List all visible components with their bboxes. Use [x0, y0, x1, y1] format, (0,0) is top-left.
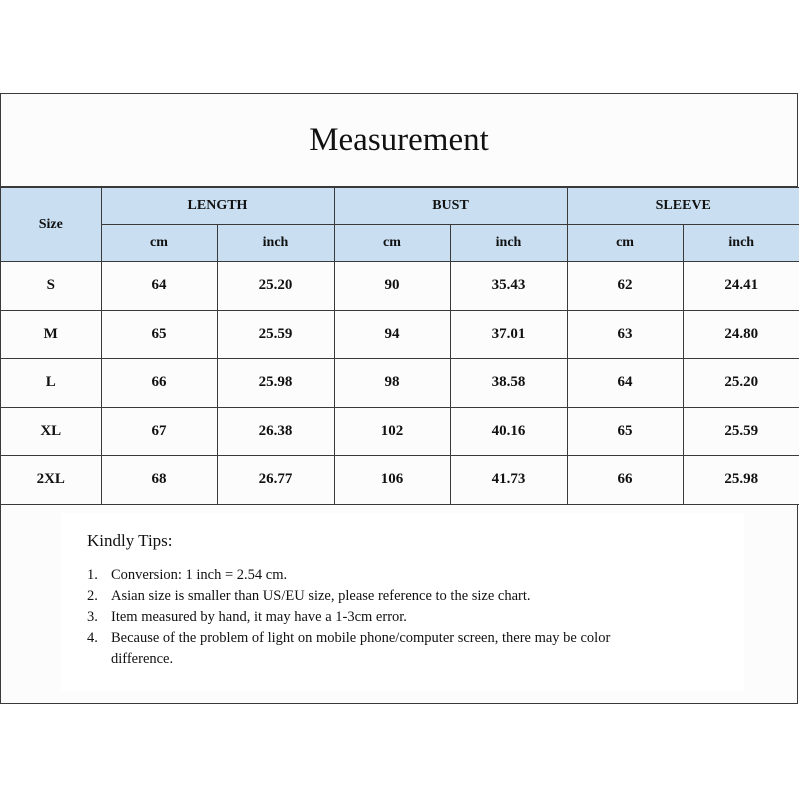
table-row: [1, 407, 799, 456]
unit-header: cm: [567, 225, 683, 262]
unit-header: inch: [683, 225, 799, 262]
table-cell: 25.59: [683, 407, 799, 456]
size-label: 2XL: [1, 456, 101, 505]
table-cell: 26.77: [217, 456, 334, 505]
table-cell: 68: [101, 456, 217, 505]
table-cell: 26.38: [217, 407, 334, 456]
size-label: S: [1, 262, 101, 311]
sleeve-group-header: SLEEVE: [567, 188, 799, 225]
length-group-header: LENGTH: [101, 188, 334, 225]
table-cell: 40.16: [450, 407, 567, 456]
tip-number: 1.: [87, 567, 98, 583]
tip-item: [87, 607, 718, 628]
tips-list: [87, 565, 718, 670]
table-cell: 24.41: [683, 262, 799, 311]
tip-item: [87, 586, 718, 607]
table-cell: 63: [567, 310, 683, 359]
unit-header: inch: [217, 225, 334, 262]
table-cell: 98: [334, 359, 450, 408]
tip-number: 4.: [87, 630, 98, 646]
table-cell: 25.98: [683, 456, 799, 505]
size-column-header: Size: [1, 188, 101, 262]
table-cell: 65: [101, 310, 217, 359]
table-cell: 66: [101, 359, 217, 408]
tip-text: Asian size is smaller than US/EU size, please reference to the size chart.: [111, 588, 531, 604]
table-cell: 25.59: [217, 310, 334, 359]
table-cell: 62: [567, 262, 683, 311]
size-table: [1, 187, 799, 505]
table-cell: 102: [334, 407, 450, 456]
table-row: [1, 262, 799, 311]
table-cell: 90: [334, 262, 450, 311]
table-cell: 41.73: [450, 456, 567, 505]
table-cell: 38.58: [450, 359, 567, 408]
tip-text: Item measured by hand, it may have a 1-3cm error.: [111, 609, 407, 625]
table-cell: 67: [101, 407, 217, 456]
tip-text: Conversion: 1 inch = 2.54 cm.: [111, 567, 288, 583]
table-cell: 66: [567, 456, 683, 505]
unit-header: inch: [450, 225, 567, 262]
table-cell: 25.20: [217, 262, 334, 311]
table-cell: 64: [567, 359, 683, 408]
tip-number: 2.: [87, 588, 98, 604]
table-cell: 94: [334, 310, 450, 359]
table-cell: 25.98: [217, 359, 334, 408]
size-label: L: [1, 359, 101, 408]
tip-text: Because of the problem of light on mobile phone/computer screen, there may be color difference.: [111, 630, 611, 667]
table-cell: 37.01: [450, 310, 567, 359]
bust-group-header: BUST: [334, 188, 567, 225]
tip-number: 3.: [87, 609, 98, 625]
size-chart-sheet: [0, 93, 798, 704]
table-cell: 106: [334, 456, 450, 505]
table-row: [1, 359, 799, 408]
table-row: [1, 456, 799, 505]
kindly-tips-panel: [61, 513, 744, 691]
table-cell: 24.80: [683, 310, 799, 359]
unit-header: cm: [101, 225, 217, 262]
table-cell: 65: [567, 407, 683, 456]
tip-item: [87, 628, 718, 670]
table-cell: 64: [101, 262, 217, 311]
table-row: [1, 310, 799, 359]
unit-header: cm: [334, 225, 450, 262]
size-label: XL: [1, 407, 101, 456]
tip-item: [87, 565, 718, 586]
table-cell: 35.43: [450, 262, 567, 311]
chart-title: Measurement: [1, 94, 797, 187]
size-label: M: [1, 310, 101, 359]
tips-heading: Kindly Tips:: [87, 531, 173, 550]
table-cell: 25.20: [683, 359, 799, 408]
